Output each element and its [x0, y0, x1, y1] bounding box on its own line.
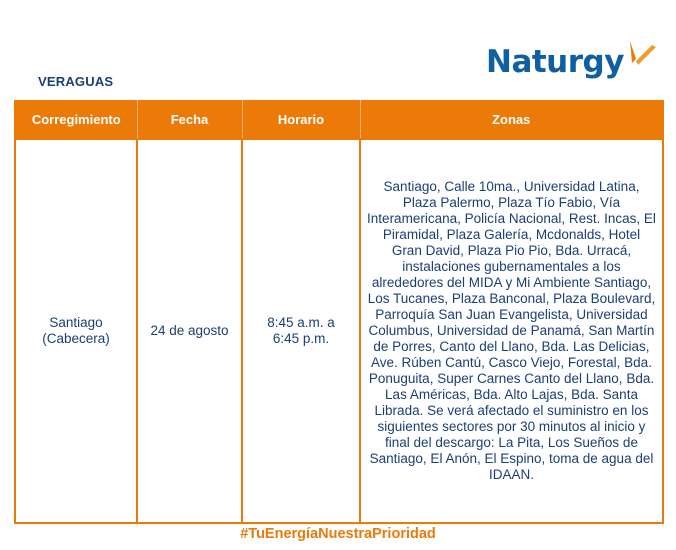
cell-corregimiento: [15, 139, 137, 523]
table-row: [15, 139, 663, 523]
header-horario: Horario: [242, 100, 360, 139]
horario-end: 6:45 p.m.: [272, 331, 330, 346]
region-title: VERAGUAS: [38, 74, 114, 89]
header-zonas: Zonas: [360, 100, 663, 139]
corregimiento-name: Santiago: [49, 315, 103, 330]
horario-start: 8:45 a.m. a: [267, 315, 335, 330]
cell-horario: [242, 139, 360, 523]
cell-fecha: 24 de agosto: [137, 139, 242, 523]
schedule-table: [14, 100, 664, 524]
brand-name: Naturgy: [486, 44, 624, 80]
naturgy-logo: [486, 36, 666, 88]
butterfly-icon: [626, 39, 658, 71]
footer-hashtag: #TuEnergíaNuestraPrioridad: [240, 526, 436, 542]
header-fecha: Fecha: [137, 100, 242, 139]
header-corregimiento: Corregimiento: [15, 100, 137, 139]
table-header-row: [15, 100, 663, 139]
corregimiento-note: (Cabecera): [42, 331, 110, 346]
cell-zonas: Santiago, Calle 10ma., Universidad Latina, Plaza Palermo, Plaza Tío Fabio, Vía Interamericana, Policía Nacional, Rest. Incas, El Piramidal, Plaza Galería, Mcdonalds, Hotel Gran David, Plaza Pio Pio, Bda. Urracá, instalaciones gubernamentales a los alrededores del MIDA y Mi Ambiente Santiago, Los Tucanes, Plaza Banconal, Plaza Boulevard, Parroquía San Juan Evangelista, Universidad Columbus, Universidad de Panamá, San Martín de Porres, Canto del Llano, Bda. Las Delicias, Ave. Rúben Cantú, Casco Viejo, Forestal, Bda. Ponuguita, Super Carnes Canto del Llano, Bda. Las Américas, Bda. Alto Lajas, Bda. Santa Librada. Se verá afectado el suministro en los siguientes sectores por 30 minutos al inicio y final del descargo: La Pita, Los Sueños de Santiago, El Anón, El Espino, toma de agua del IDAAN.: [360, 139, 663, 523]
